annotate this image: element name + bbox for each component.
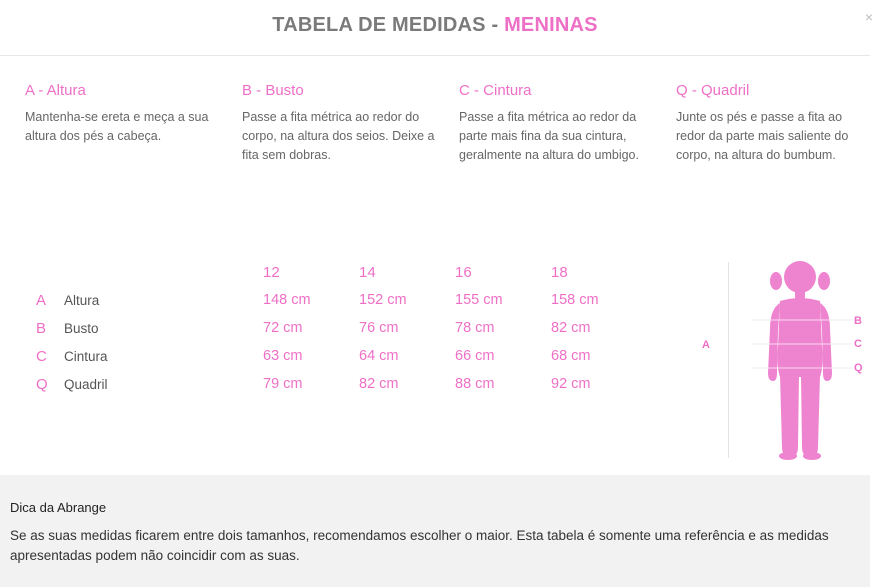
table-cell: 152 cm (359, 292, 407, 308)
tip-text: Se as suas medidas ficarem entre dois tamanhos, recomendamos escolher o maior. Esta tabela é somente uma referência e as medidas apresentadas podem não coincidir com as suas. (10, 528, 829, 563)
definition-title: A - Altura (25, 82, 86, 99)
row-letter: C (36, 348, 47, 365)
page-title (0, 14, 870, 37)
tip-title: Dica da Abrange (10, 500, 107, 515)
table-cell: 72 cm (263, 320, 303, 336)
table-cell: 148 cm (263, 292, 311, 308)
figure-label-a: A (702, 339, 710, 351)
figure-label-c: C (854, 338, 862, 350)
definition-busto (242, 82, 437, 165)
table-cell: 92 cm (551, 376, 591, 392)
row-label: Cintura (64, 349, 108, 364)
definition-quadril (676, 82, 871, 165)
definition-text: Passe a fita métrica ao redor do corpo, na altura dos seios. Deixe a fita sem dobras. (242, 110, 435, 162)
table-cell: 82 cm (359, 376, 399, 392)
definition-cintura (459, 82, 654, 165)
row-letter: B (36, 320, 47, 337)
size-header-14: 14 (359, 264, 376, 281)
tip-panel (0, 475, 870, 587)
row-label: Busto (64, 321, 99, 336)
table-cell: 76 cm (359, 320, 399, 336)
definition-title: B - Busto (242, 82, 304, 99)
girl-silhouette-icon (740, 255, 860, 465)
table-cell: 79 cm (263, 376, 303, 392)
figure-label-b: B (854, 315, 862, 327)
size-header-12: 12 (263, 264, 280, 281)
table-cell: 88 cm (455, 376, 495, 392)
row-label: Quadril (64, 377, 108, 392)
row-letter: Q (36, 376, 48, 393)
title-prefix: TABELA DE MEDIDAS - (272, 14, 505, 36)
table-cell: 68 cm (551, 348, 591, 364)
size-header-18: 18 (551, 264, 568, 281)
table-cell: 64 cm (359, 348, 399, 364)
definition-title: Q - Quadril (676, 82, 750, 99)
size-header-16: 16 (455, 264, 472, 281)
title-accent: MENINAS (504, 14, 598, 36)
figure-label-q: Q (854, 362, 863, 374)
definition-text: Mantenha-se ereta e meça a sua altura dos pés a cabeça. (25, 110, 209, 143)
table-cell: 82 cm (551, 320, 591, 336)
definition-altura (25, 82, 220, 146)
modal-header (0, 0, 873, 56)
table-cell: 158 cm (551, 292, 599, 308)
table-cell: 63 cm (263, 348, 303, 364)
table-cell: 66 cm (455, 348, 495, 364)
table-cell: 155 cm (455, 292, 503, 308)
definition-text: Passe a fita métrica ao redor da parte mais fina da sua cintura, geralmente na altura do umbigo. (459, 110, 639, 162)
close-icon[interactable]: × (864, 9, 873, 25)
definition-title: C - Cintura (459, 82, 532, 99)
definition-text: Junte os pés e passe a fita ao redor da parte mais saliente do corpo, na altura do bumbum. (676, 110, 849, 162)
row-label: Altura (64, 293, 100, 308)
row-letter: A (36, 292, 47, 309)
figure-divider (728, 262, 729, 458)
table-cell: 78 cm (455, 320, 495, 336)
